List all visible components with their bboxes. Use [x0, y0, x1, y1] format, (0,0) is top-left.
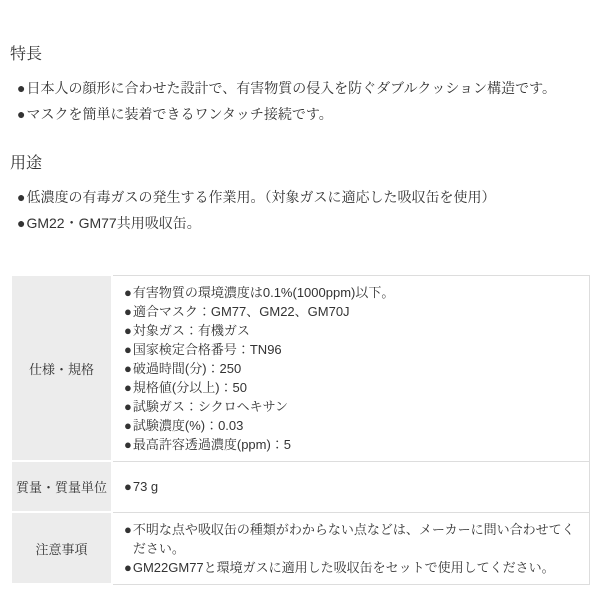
bullet-icon: ● [124, 521, 132, 537]
uses-list [10, 184, 590, 236]
feature-text: 日本人の顔形に合わせた設計で、有害物質の侵入を防ぐダブルクッション構造です。 [26, 80, 556, 96]
table-row-mass [11, 461, 590, 512]
spec-text: 最高許容透過濃度(ppm)：5 [132, 436, 292, 452]
uses-heading: 用途 [10, 155, 43, 172]
uses-section [10, 155, 590, 236]
bullet-icon: ● [124, 341, 132, 357]
bullet-icon: ● [17, 215, 26, 231]
list-item [124, 397, 581, 416]
list-item [124, 558, 581, 577]
row-label-spec: 仕様・規格 [11, 275, 112, 461]
bullet-icon: ● [124, 479, 132, 494]
spec-text: 試験濃度(%)：0.03 [132, 417, 244, 433]
spec-text: 破過時間(分)：250 [132, 360, 242, 376]
list-item [124, 321, 581, 340]
list-item [17, 184, 590, 210]
list-item [124, 435, 581, 454]
spec-items-list [124, 283, 581, 454]
row-label-mass: 質量・質量単位 [11, 461, 112, 512]
row-value-notes [112, 512, 590, 584]
mass-text: 73 g [132, 479, 159, 494]
list-item [17, 210, 590, 236]
row-label-notes: 注意事項 [11, 512, 112, 584]
list-item [124, 283, 581, 302]
spec-text: 規格値(分以上)：50 [132, 379, 247, 395]
row-value-mass [112, 461, 590, 512]
features-section [10, 46, 590, 127]
note-text: GM22GM77と環境ガスに適用した吸収缶をセットで使用してください。 [132, 559, 555, 575]
bullet-icon: ● [17, 189, 26, 205]
features-list [10, 75, 590, 127]
spec-text: 対象ガス：有機ガス [132, 322, 250, 338]
spec-text: 試験ガス：シクロヘキサン [132, 398, 288, 414]
list-item [17, 101, 590, 127]
spec-table [10, 274, 590, 585]
use-text: 低濃度の有毒ガスの発生する作業用。（対象ガスに適応した吸収缶を使用） [26, 189, 496, 205]
spec-text: 国家検定合格番号：TN96 [132, 341, 282, 357]
bullet-icon: ● [124, 303, 132, 319]
list-item [124, 477, 581, 496]
table-row-spec [11, 275, 590, 461]
notes-items-list [124, 520, 581, 577]
note-text: 不明な点や吸収缶の種類がわからない点などは、メーカーに問い合わせてください。 [132, 521, 575, 556]
bullet-icon: ● [124, 284, 132, 300]
spec-text: 適合マスク：GM77、GM22、GM70J [132, 303, 350, 319]
bullet-icon: ● [124, 417, 132, 433]
mass-items-list [124, 477, 581, 496]
table-row-notes [11, 512, 590, 584]
bullet-icon: ● [124, 436, 132, 452]
row-value-spec [112, 275, 590, 461]
bullet-icon: ● [17, 106, 26, 122]
list-item [124, 340, 581, 359]
list-item [124, 359, 581, 378]
bullet-icon: ● [124, 559, 132, 575]
list-item [124, 416, 581, 435]
list-item [124, 378, 581, 397]
features-heading: 特長 [10, 46, 43, 63]
bullet-icon: ● [124, 379, 132, 395]
list-item [124, 520, 581, 558]
list-item [17, 75, 590, 101]
bullet-icon: ● [124, 398, 132, 414]
list-item [124, 302, 581, 321]
use-text: GM22・GM77共用吸収缶。 [26, 215, 201, 231]
feature-text: マスクを簡単に装着できるワンタッチ接続です。 [26, 106, 333, 122]
spec-text: 有害物質の環境濃度は0.1%(1000ppm)以下。 [132, 284, 395, 300]
bullet-icon: ● [17, 80, 26, 96]
bullet-icon: ● [124, 322, 132, 338]
bullet-icon: ● [124, 360, 132, 376]
